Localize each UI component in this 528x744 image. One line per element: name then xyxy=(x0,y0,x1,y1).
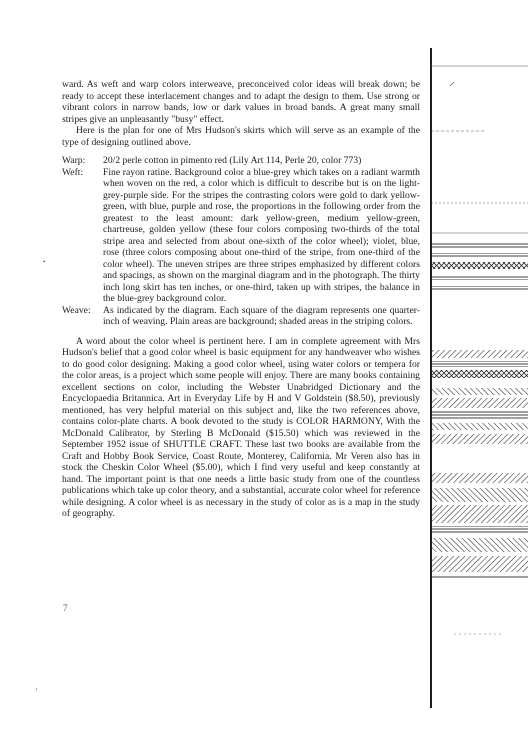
weft-term: Weft: xyxy=(62,166,84,178)
weaving-specification xyxy=(62,155,420,328)
striped-weaving-diagram-icon xyxy=(424,48,528,708)
page-number: 7 xyxy=(63,603,68,613)
stripe-group-two xyxy=(432,350,528,444)
weft-spec xyxy=(62,167,420,305)
stray-mark-bottom: ' xyxy=(36,687,38,696)
stripe-group-one xyxy=(432,243,528,291)
color-wheel-paragraph: A word about the color wheel is pertinent here. I am in complete agreement with Mrs Hudson's belief that a good color wheel is basic equipment for any handweaver who wishes to do good color designing. Making a good color wheel, using water colors or tempera for the color areas, is a project which some people will enjoy. There are many books containing excellent sections on color, including the Webster Unabridged Dictionary and the Encyclopaedia Britannica. Art in Everyday Life by H and V Goldstein ($8.50), previously mentioned, has very helpful material on this subject and, like the two references above, contains color-plate charts. A book devoted to the study is COLOR HARMONY, With the McDonald Calibrator, by Sterling B McDonald ($15.50) which was reviewed in the September 1952 issue of SHUTTLE CRAFT. These last two books are available from the Craft and Hobby Book Service, Coast Route, Monterey, California. Mr Veren also has in stock the Cheskin Color Wheel ($5.00), which I find very useful and keep constantly at hand. The important point is that one needs a little basic study from one of the countless publications which take up color theory, and a substantial, accurate color wheel for reference while designing. A color wheel is as necessary in the study of color as is a map in the study of geography. xyxy=(62,335,420,519)
diagram-ticks xyxy=(431,82,528,233)
main-text-column xyxy=(62,79,420,520)
stray-mark: • xyxy=(43,258,46,266)
weave-spec xyxy=(62,305,420,328)
stripe-group-three xyxy=(432,473,528,579)
weave-definition: As indicated by the diagram. Each square of the diagram represents one quarter-inch of weaving. Plain areas are background; shaded areas in the striping colors. xyxy=(103,304,420,327)
warp-term: Warp: xyxy=(62,155,86,166)
warp-definition: 20/2 perle cotton in pimento red (Lily Art 114, Perle 20, color 773) xyxy=(103,155,362,166)
weft-definition: Fine rayon ratine. Background color a blue-grey which takes on a radiant warmth when woven on the red, a color which is difficult to describe but is on the light-grey-purple side. For the stripes the contrasting colors were gold to dark yellow-green, with blue, purple and rose, the proportions in the following order from the greatest to the least amount: dark yellow-green, medium yellow-green, chartreuse, golden yellow (these four colors composing two-thirds of the total stripe area and selected from about one-sixth of the color wheel); violet, blue, rose (three colors composing about one-third of the stripe, from one-third of the color wheel). The uneven stripes are three stripes emphasized by different colors and spacings, as shown on the marginal diagram and in the photograph. The thirty inch long skirt has ten inches, or one-third, taken up with stripes, the balance in the blue-grey background color. xyxy=(103,166,420,304)
intro-paragraph: ward. As weft and warp colors interweave, preconceived color ideas will break down; be ready to accept these interlacement changes and to adapt the design to them. Use strong or vibrant colors in narrow bands, low or dark values in broad bands. A great many small stripes give an unpleasantly "busy" effect. xyxy=(62,79,420,125)
weave-term: Weave: xyxy=(62,304,91,316)
plan-paragraph: Here is the plan for one of Mrs Hudson's skirts which will serve as an example of the type of designing outlined above. xyxy=(62,125,420,148)
warp-spec xyxy=(62,155,420,167)
